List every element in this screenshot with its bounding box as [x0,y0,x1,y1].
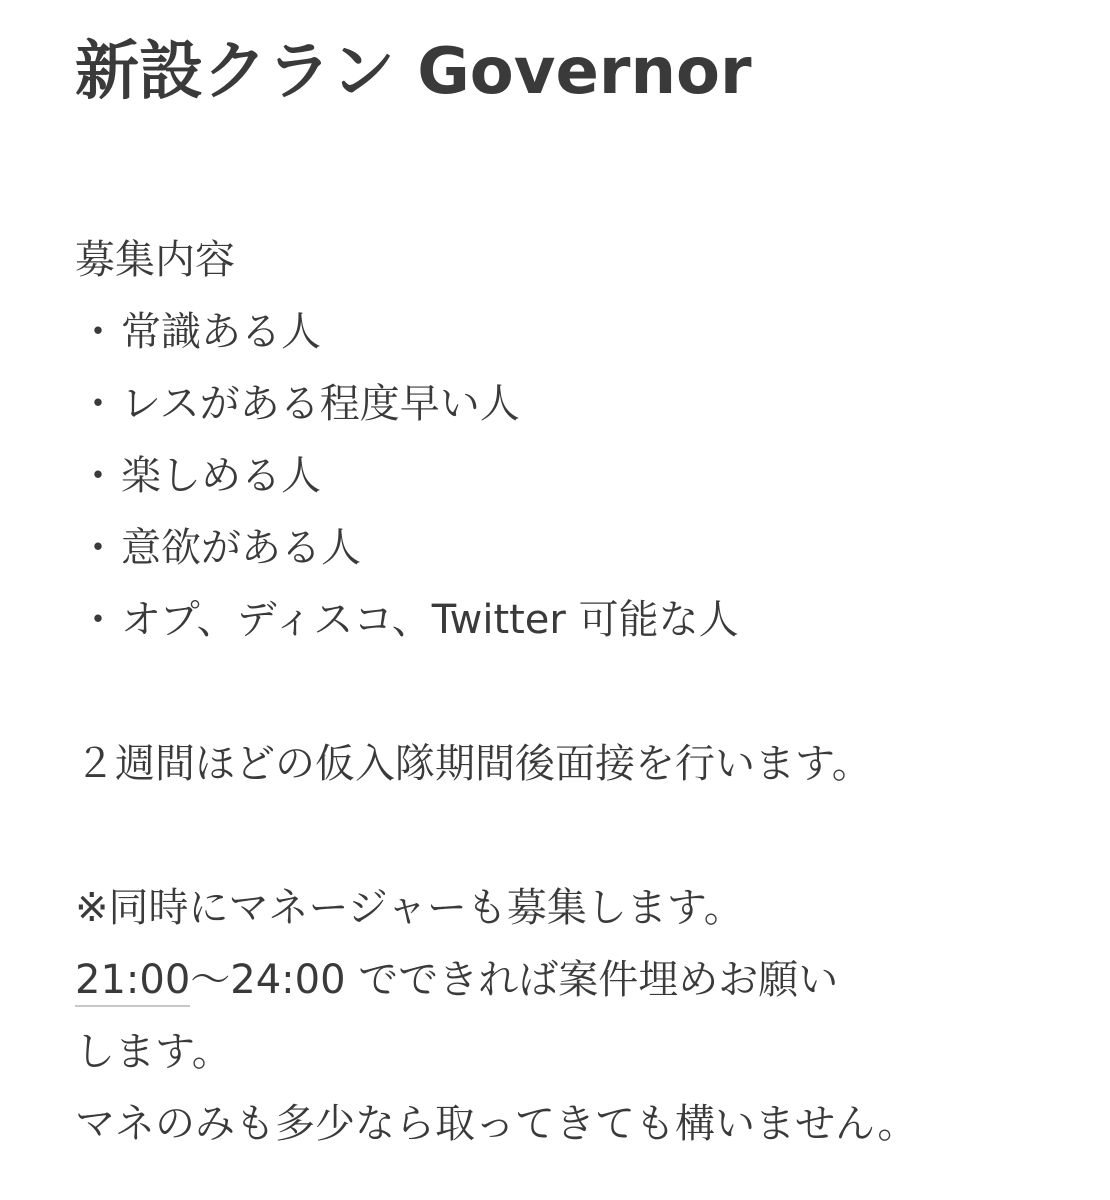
requirement-item [75,440,1075,512]
recruitment-heading: 募集内容 [75,237,235,283]
time-note-continued: します。 [75,1029,232,1075]
requirement-text: レスがある程度早い人 [121,381,520,427]
bullet-icon: ・ [78,309,118,355]
time-note-rest: ～24:00 でできれば案件埋めお願い [190,957,839,1003]
bullet-icon: ・ [78,453,118,499]
requirement-text: オプ、ディスコ、Twitter 可能な人 [121,597,739,643]
bullet-icon: ・ [78,381,118,427]
note-body [75,224,1075,1160]
bullet-icon: ・ [78,597,118,643]
requirement-item [75,368,1075,440]
requirement-item [75,296,1075,368]
requirement-text: 常識ある人 [121,309,321,355]
requirement-item [75,584,1075,656]
requirement-item [75,512,1075,584]
time-note [75,944,1075,1016]
time-link[interactable]: 21:00 [75,957,190,1007]
paragraph-spacer [75,800,1075,872]
note-title: 新設クラン Governor [75,35,752,109]
paragraph-spacer [75,656,1075,728]
requirement-text: 意欲がある人 [121,525,361,571]
note-document [75,0,1075,1160]
requirement-text: 楽しめる人 [121,453,321,499]
manager-note: ※同時にマネージャーも募集します。 [75,885,744,931]
interview-note: ２週間ほどの仮入隊期間後面接を行います。 [75,741,872,787]
closing-note: マネのみも多少なら取ってきても構いません。 [75,1101,918,1147]
bullet-icon: ・ [78,525,118,571]
